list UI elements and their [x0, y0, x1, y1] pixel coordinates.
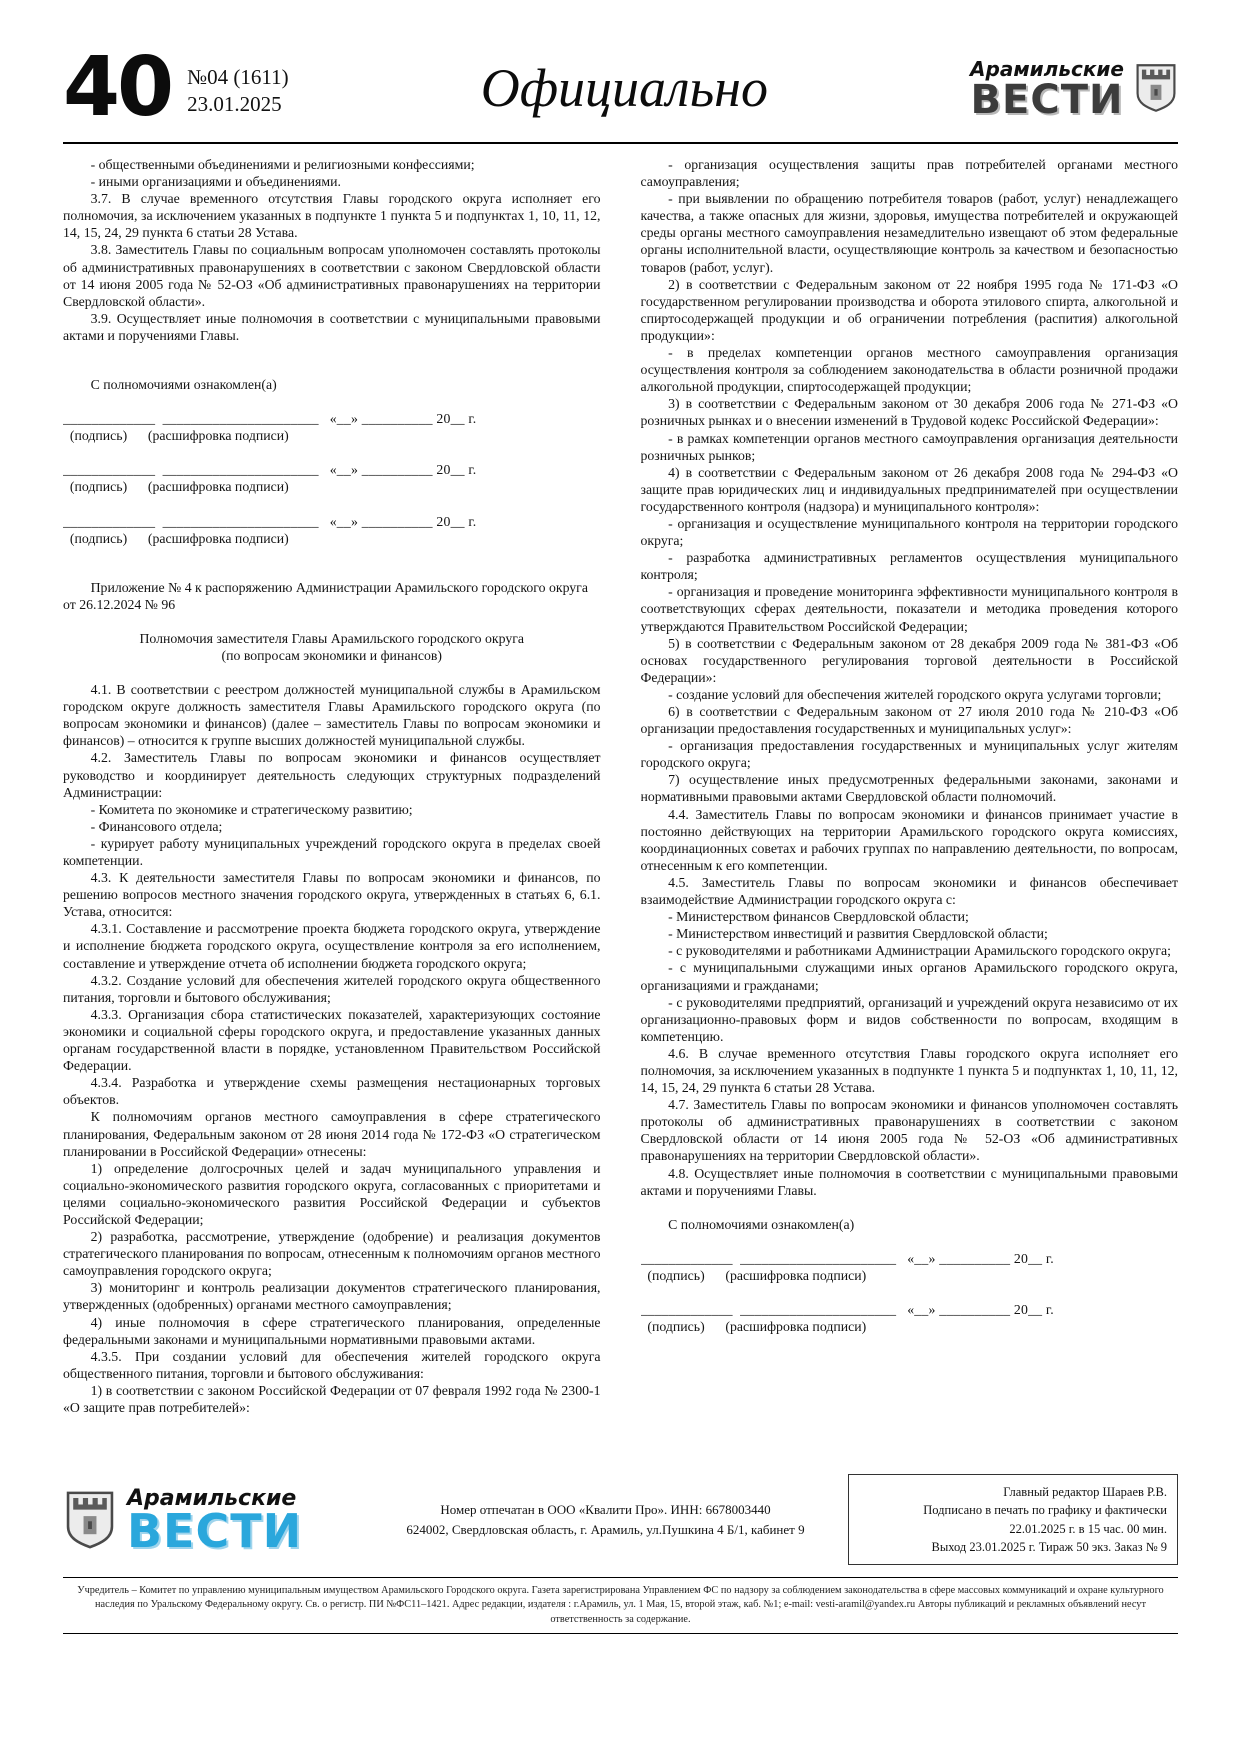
paragraph: 2) разработка, рассмотрение, утверждение (одобрение) и реализация документов стратегического планирования по вопросам, отнесенным к полномочиям органов местного самоуправления городского округа;: [63, 1229, 601, 1279]
paragraph: - организация и осуществление муниципального контроля на территории городского округа;: [640, 515, 1178, 549]
paragraph: 4.3.4. Разработка и утверждение схемы размещения нестационарных торговых объектов.: [63, 1075, 601, 1108]
spacer: [63, 496, 601, 513]
paragraph: - с муниципальными служащими иных органов Арамильского городского округа, организациями и гражданами;: [640, 960, 1178, 993]
paragraph: - Комитета по экономике и стратегическому развитию;: [90, 801, 413, 817]
article-body: [63, 144, 1178, 1460]
paragraph: - с руководителями и работниками Администрации Арамильского городского округа;: [668, 943, 1171, 959]
paragraph: 1) определение долгосрочных целей и задач муниципального управления и социально-экономического развития городского округа, согласованных с приоритетами и целями социально-экономического развития Российской Федерации и субъектов Российской Федерации;: [63, 1160, 601, 1227]
footer-row: [63, 1460, 1178, 1577]
left-column: [63, 156, 601, 1460]
brand-line2: ВЕСТИ: [970, 77, 1124, 123]
section-title: Официально: [480, 58, 768, 118]
paragraph: - организация предоставления государственных и муниципальных услуг жителям городского округа;: [640, 738, 1178, 771]
masthead: [63, 42, 1178, 134]
paragraph: 4.6. В случае временного отсутствия Главы городского округа исполняет его полномочия, за исключением указанных в подпункте 1 пункта 5 и подпунктах 1, 10, 11, 12, 14, 15, 24, 29 пункта 6 статьи 28 Устава.: [640, 1045, 1178, 1096]
issue-circulation: Выход 23.01.2025 г. Тираж 50 экз. Заказ № 9: [931, 1539, 1167, 1554]
paragraph: 4.4. Заместитель Главы по вопросам экономики и финансов принимает участие в постоянно действующих на территории Арамильского городского округа комиссиях, координационных советах и рабочих группах по направлению деятельности, по вопросам, отнесенным к его компетенции.: [640, 806, 1178, 873]
paragraph: 3.7. В случае временного отсутствия Главы городского округа исполняет его полномочия, за исключением указанных в подпункте 1 пункта 5 и подпунктах 1, 10, 11, 12, 14, 15, 24, 29 пункта 6 статьи 28 Устава.: [63, 191, 601, 241]
paragraph: - в пределах компетенции органов местного самоуправления организация осуществления контроля за соблюдением законодательства в области розничной продажи алкогольной продукции, спиртосодержащей продукции;: [640, 345, 1178, 395]
coat-of-arms-icon: [63, 1489, 117, 1551]
print-deadline-time: 22.01.2025 г. в 15 час. 00 мин.: [1009, 1521, 1167, 1536]
paragraph: - организация и проведение мониторинга эффективности муниципального контроля в соответствующих сферах деятельности, показатели и методика проведения которого утверждаются Правительством Российской Федерации;: [640, 584, 1178, 634]
signature-line: _____________ ______________________ «__» __________ 20__ г.: [640, 1302, 1054, 1317]
page-number: 40: [63, 40, 172, 136]
right-column: [641, 156, 1179, 1460]
paragraph: Приложение № 4 к распоряжению Администрации Арамильского городского округа: [90, 579, 588, 595]
print-deadline-note: Подписано в печать по графику и фактически: [923, 1503, 1167, 1518]
paragraph: - создание условий для обеспечения жителей городского округа услугами торговли;: [668, 686, 1162, 702]
paragraph: 4.7. Заместитель Главы по вопросам экономики и финансов уполномочен составлять протоколы об административных правонарушениях в соответствии с законом Свердловской области от 14 июня 2005 года № 52-ОЗ «Об административных правонарушениях на территории Свердловской области».: [640, 1097, 1178, 1164]
paragraph: 1) в соответствии с законом Российской Федерации от 07 февраля 1992 года № 2300-1 «О защите прав потребителей»:: [63, 1382, 601, 1415]
paragraph: 4.8. Осуществляет иные полномочия в соответствии с муниципальными правовыми актами и поручениями Главы.: [640, 1165, 1178, 1198]
paragraph: - при выявлении по обращению потребителя товаров (работ, услуг) ненадлежащего качества, а также опасных для жизни, здоровья, имущества потребителей и окружающей среды органы местного самоуправления незамедлительно извещают об этом федеральные органы исполнительной власти, осуществляющие контроль за качеством и безопасностью товаров (работ, услуг).: [640, 191, 1178, 275]
issue-block: [187, 58, 289, 119]
paragraph: 5) в соответствии с Федеральным законом от 28 декабря 2009 года № 381-ФЗ «Об основах государственного регулирования торговой деятельности в Российской Федерации»:: [640, 635, 1178, 685]
spacer: [63, 547, 601, 579]
paragraph: С полномочиями ознакомлен(а): [668, 1216, 855, 1232]
paragraph: 4.3. К деятельности заместителя Главы по вопросам экономики и финансов, по решению вопросов местного значения городского округа, утвержденных в статьях 6, 6.1. Устава, относится:: [63, 870, 601, 920]
paragraph: 3.8. Заместитель Главы по социальным вопросам уполномочен составлять протоколы об административных правонарушениях в соответствии с законом Свердловской области от 14 июня 2005 года № 52-ОЗ «Об административных правонарушениях на территории Свердловской области».: [63, 242, 601, 309]
paragraph: 4) иные полномочия в сфере стратегического планирования, определенные федеральными законами и муниципальными нормативными правовыми актами.: [63, 1314, 601, 1347]
signature-caption: (подпись) (расшифровка подписи): [640, 1319, 867, 1335]
paragraph: 4.3.2. Создание условий для обеспечения жителей городского округа общественного питания, торговли и бытового обслуживания;: [63, 972, 601, 1005]
spacer: [63, 344, 601, 376]
paragraph: - организация осуществления защиты прав потребителей органами местного самоуправления;: [640, 157, 1178, 190]
paragraph: - с руководителями предприятий, организаций и учреждений округа независимо от их организационно-правовых форм и видов собственности по вопросам, входящим в компетенцию.: [640, 994, 1178, 1044]
brand-line1: Арамильские: [970, 57, 1124, 81]
paragraph: - разработка административных регламентов осуществления муниципального контроля;: [640, 550, 1178, 583]
paragraph: Полномочия заместителя Главы Арамильского городского округа: [139, 630, 525, 646]
paragraph: К полномочиям органов местного самоуправления в сфере стратегического планирования, Федеральным законом от 28 июня 2014 года № 172-ФЗ «О стратегическом планировании в Российской Федерации» отнесены:: [63, 1109, 601, 1159]
paragraph: 4.3.3. Организация сбора статистических показателей, характеризующих состояние экономики и социальной сферы городского округа, и предоставление указанных данных органам государственной власти в порядке, установленном Правительством Российской Федерации.: [63, 1006, 601, 1074]
newspaper-logo: [970, 57, 1178, 123]
paragraph: - в рамках компетенции органов местного самоуправления организация деятельности розничных рынков;: [640, 430, 1178, 463]
paragraph: (по вопросам экономики и финансов): [221, 647, 442, 663]
signature-line: _____________ ______________________ «__» __________ 20__ г.: [640, 1250, 1054, 1266]
paragraph: 3) мониторинг и контроль реализации документов стратегического планирования, утвержденных (одобренных) органами местного самоуправления;: [63, 1280, 601, 1313]
newspaper-logo-text: [970, 57, 1124, 123]
paragraph: - общественными объединениями и религиозными конфессиями;: [90, 157, 475, 172]
paragraph: 4.3.1. Составление и рассмотрение проекта бюджета городского округа, утверждение и исполнение бюджета городского округа, осуществление контроля за его исполнением, составление и утверждение отчета об исполнении бюджета городского округа;: [63, 921, 601, 971]
paragraph: 6) в соответствии с Федеральным законом от 27 июля 2010 года № 210-ФЗ «Об организации предоставления государственных и муниципальных услуг»:: [640, 704, 1178, 737]
print-info-line2: 624002, Свердловская область, г. Арамиль, ул.Пушкина 4 Б/1, кабинет 9: [406, 1521, 805, 1537]
issue-number: №04 (1611): [187, 64, 289, 89]
footer-brand-line1: Арамильские: [127, 1486, 297, 1512]
spacer: [641, 1284, 1179, 1301]
signature-line: _____________ ______________________ «__» __________ 20__ г.: [63, 462, 477, 478]
paragraph: от 26.12.2024 № 96: [63, 596, 176, 612]
founder-note: Учредитель – Комитет по управлению муниципальным имуществом Арамильского Городского округа. Газета зарегистрирована Управлением ФС по надзору за соблюдением законодательства в сфере массовых коммуникаций и охране культурного наследия по Уральскому Федеральному округу. Св. о регистр. ПИ №ФС11–1421. Адрес редакции, издателя : г.Арамиль, ул. 1 Мая, 15, второй этаж, каб. №1; e-mail: vesti-aramil@yandex.ru Авторы публикаций и рекламных объявлений несут ответственность за содержание.: [63, 1577, 1178, 1634]
paragraph: С полномочиями ознакомлен(а): [90, 377, 277, 393]
signature-caption: (подпись) (расшифровка подписи): [63, 479, 289, 495]
paragraph: 4.1. В соответствии с реестром должностей муниципальной службы в Арамильском городском округе должность заместителя Главы Арамильского городского округа (по вопросам экономики и финансов) (далее – заместитель Главы по вопросам экономики и финансов) – относится к группе высших должностей муниципальной службы.: [63, 682, 601, 749]
signature-caption: (подпись) (расшифровка подписи): [63, 530, 289, 546]
paragraph: 3.9. Осуществляет иные полномочия в соответствии с муниципальными правовыми актами и поручениями Главы.: [63, 310, 601, 343]
spacer: [63, 393, 601, 410]
page-footer: [63, 1460, 1178, 1634]
editor-info-box: [848, 1474, 1178, 1565]
footer-brand-line2: ВЕСТИ: [127, 1504, 303, 1559]
paragraph: 4.5. Заместитель Главы по вопросам экономики и финансов обеспечивает взаимодействие Администрации городского округа с:: [640, 874, 1178, 908]
print-info: [381, 1500, 830, 1539]
print-info-line1: Номер отпечатан в ООО «Квалити Про». ИНН: 6678003440: [440, 1502, 771, 1518]
paragraph: 4.3.5. При создании условий для обеспечения жителей городского округа общественного питания, торговли и бытового обслуживания:: [63, 1348, 601, 1381]
footer-logo: [63, 1486, 363, 1559]
signature-caption: (подпись) (расшифровка подписи): [640, 1267, 867, 1283]
signature-line: _____________ ______________________ «__» __________ 20__ г.: [63, 411, 477, 427]
issue-date: 23.01.2025: [187, 92, 282, 116]
spacer: [63, 613, 601, 630]
paragraph: 7) осуществление иных предусмотренных федеральными законами, законами и нормативными правовыми актами Свердловской области полномочий.: [640, 772, 1178, 805]
signature-caption: (подпись) (расшифровка подписи): [63, 428, 289, 444]
spacer: [641, 1199, 1179, 1216]
paragraph: - курирует работу муниципальных учреждений городского округа в пределах своей компетенции.: [63, 835, 601, 868]
paragraph: - Министерством инвестиций и развития Свердловской области;: [668, 926, 1048, 942]
editor-name: Главный редактор Шараев Р.В.: [1003, 1485, 1167, 1500]
coat-of-arms-icon: [1134, 62, 1178, 114]
paragraph: 2) в соответствии с Федеральным законом от 22 ноября 1995 года № 171-ФЗ «О государственном регулировании производства и оборота этилового спирта, алкогольной и спиртосодержащей продукции и об ограничении потребления (распития) алкогольной продукции»:: [640, 276, 1178, 343]
footer-logo-text: [127, 1486, 303, 1559]
paragraph: 3) в соответствии с Федеральным законом от 30 декабря 2006 года № 271-ФЗ «О розничных рынках и о внесении изменений в Трудовой кодекс Российской Федерации»:: [640, 396, 1178, 429]
spacer: [63, 664, 601, 681]
paragraph: 4.2. Заместитель Главы по вопросам экономики и финансов осуществляет руководство и координирует деятельность следующих структурных подразделений Администрации:: [63, 750, 601, 800]
paragraph: - Финансового отдела;: [90, 818, 223, 834]
paragraph: - иными организациями и объединениями.: [90, 174, 341, 190]
paragraph: - Министерством финансов Свердловской области;: [668, 909, 969, 925]
signature-line: _____________ ______________________ «__» __________ 20__ г.: [63, 513, 477, 529]
paragraph: 4) в соответствии с Федеральным законом от 26 декабря 2008 года № 294-ФЗ «О защите прав юридических лиц и индивидуальных предпринимателей при осуществлении государственного контроля (надзора) и муниципального контроля»:: [640, 464, 1178, 514]
spacer: [641, 1233, 1179, 1250]
spacer: [63, 444, 601, 461]
